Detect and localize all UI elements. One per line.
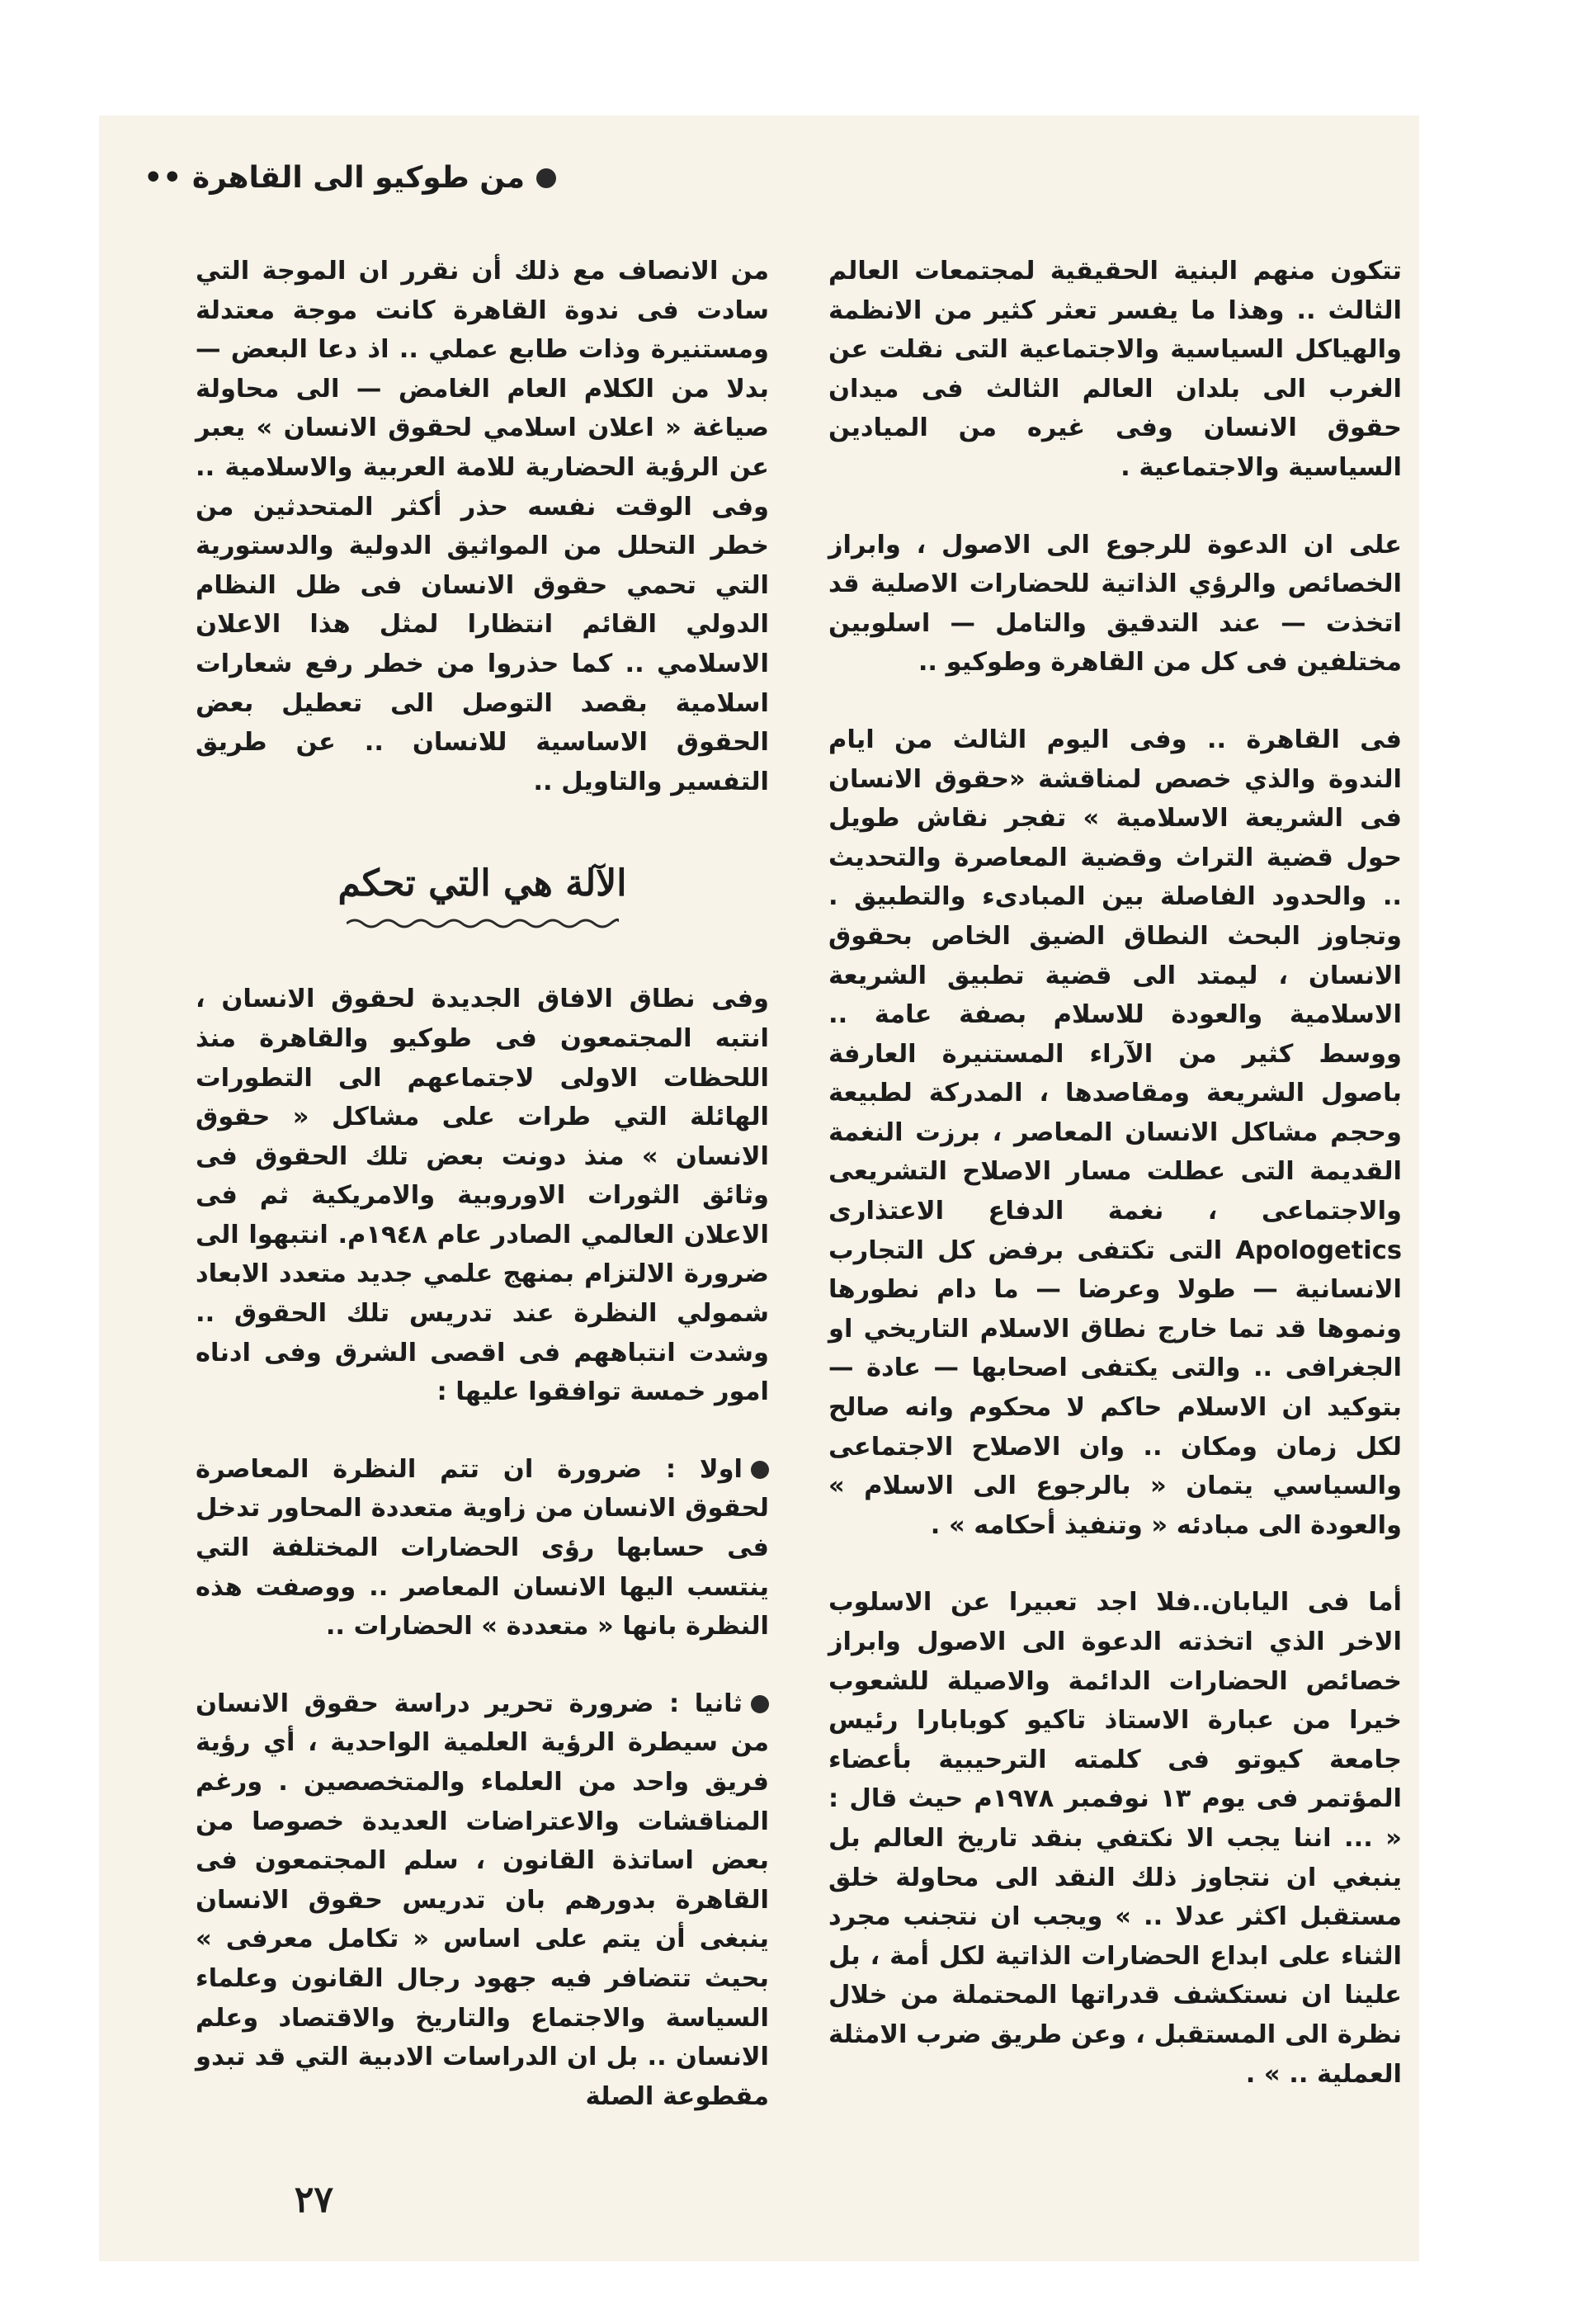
article-paragraph: على ان الدعوة للرجوع الى الاصول ، وابراز الخصائص والرؤي الذاتية للحضارات الاصلية قد اتخذت — عند التدقيق والتامل — اسلوبين مختلفين فى كل من القاهرة وطوكيو .. <box>828 530 1402 678</box>
paragraph-text: ثانيا : ضرورة تحرير دراسة حقوق الانسان من سيطرة الرؤية العلمية الواحدية ، أي رؤية فريق واحد من العلماء والمتخصصين . ورغم المناقشات والاعتراضات العديدة خصوصا من بعض اساتذة القانون ، سلم المجتمعون فى القاهرة بدورهم بان تدريس حقوق الانسان ينبغى أن يتم على اساس « تكامل معرفى » بحيث تتضافر فيه جهود رجال القانون وعلماء السياسة والاجتماع والتاريخ والاقتصاد وعلم الانسان .. بل ان الدراسات الادبية التي قد تبدو مقطوعة الصلة <box>196 1689 769 2111</box>
article-paragraph: وفى نطاق الافاق الجديدة لحقوق الانسان ، انتبه المجتمعون فى طوكيو والقاهرة منذ اللحظات الاولى لاجتماعهم الى التطورات الهائلة التي طرات على مشاكل « حقوق الانسان » منذ دونت بعض تلك الحقوق فى وثائق الثورات الاوروبية والامريكية ثم فى الاعلان العالمي الصادر عام ١٩٤٨م. انتبهوا الى ضرورة الالتزام بمنهج علمي جديد متعدد الابعاد شمولي النظرة عند تدريس تلك الحقوق .. وشدت انتباههم فى اقصى الشرق وفى ادناه امور خمسة توافقوا عليها : <box>196 985 770 1407</box>
article-paragraph: فى القاهرة .. وفى اليوم الثالث من ايام الندوة والذي خصص لمناقشة «حقوق الانسان فى الشريعة الاسلامية » تفجر نقاش طويل حول قضية التراث وقضية المعاصرة والتحديث .. والحدود الفاصلة بين المبادىء والتطبيق . وتجاوز البحث النطاق الضيق الخاص بحقوق الانسان ، ليمتد الى قضية تطبيق الشريعة الاسلامية والعودة للاسلام بصفة عامة .. ووسط كثير من الآراء المستنيرة العارفة باصول الشريعة ومقاصدها ، المدركة لطبيعة وحجم مشاكل الانسان المعاصر ، برزت النغمة القديمة التى عطلت مسار الاصلاح التشريعى والاجتماعى ، نغمة الدفاع الاعتذارى Apologetics التى تكتفى برفض كل التجارب الانسانية — طولا وعرضا — ما دام نطورها ونموها قد تما خارج نطاق الاسلام التاريخي او الجغرافى .. والتى يكتفى اصحابها — عادة — بتوكيد ان الاسلام حاكم لا محكوم وانه صالح لكل زمان ومكان .. وان الاصلاح الاجتماعى والسياسي يتمان « بالرجوع الى الاسلام » والعودة الى مبادئه « وتنفيذ أحكامه » . <box>828 725 1402 1540</box>
article-paragraph: من الانصاف مع ذلك أن نقرر ان الموجة التي سادت فى ندوة القاهرة كانت موجة معتدلة ومستنيرة وذات طابع عملي .. اذ دعا البعض — بدلا من الكلام العام الغامض — الى محاولة صياغة « اعلان اسلامي لحقوق الانسان » يعبر عن الرؤية الحضارية للامة العربية والاسلامية .. وفى الوقت نفسه حذر أكثر المتحدثين من خطر التحلل من المواثيق الدولية والدستورية التي تحمي حقوق الانسان فى ظل النظام الدولي القائم انتظارا لمثل هذا الاعلان الاسلامي .. كما حذروا من خطر رفع شعارات اسلامية بقصد التوصل الى تعطيل بعض الحقوق الاساسية للانسان .. عن طريق التفسير والتاويل .. <box>196 257 769 796</box>
page-number: ٢٧ <box>294 2179 333 2221</box>
paragraph-text: اولا : ضرورة ان تتم النظرة المعاصرة لحقوق الانسان من زاوية متعددة المحاور تدخل فى حسابها رؤى الحضارات المختلفة التي ينتسب اليها الانسان المعاصر .. ووصفت هذه النظرة بانها « متعددة » الحضارات .. <box>196 1454 769 1641</box>
section-title: الآلة هي التي تحكم <box>337 862 627 905</box>
article-paragraph <box>196 1450 769 1646</box>
article-paragraph <box>196 1684 769 2117</box>
article-paragraph: تتكون منهم البنية الحقيقية لمجتمعات العالم الثالث .. وهذا ما يفسر تعثر كثير من الانظمة والهياكل السياسية والاجتماعية التى نقلت عن الغرب الى بلدان العالم الثالث فى ميدان حقوق الانسان وفى غيره من الميادين السياسية والاجتماعية . <box>828 257 1402 482</box>
wavy-underline-icon <box>347 917 619 930</box>
bullet-icon <box>751 1695 769 1713</box>
bullet-icon <box>751 1461 769 1479</box>
running-header <box>144 161 556 195</box>
article-paragraph: أما فى اليابان..فلا اجد تعبيرا عن الاسلوب الاخر الذي اتخذته الدعوة الى الاصول وابراز خصائص الحضارات الدائمة والاصيلة للشعوب خيرا من عبارة الاستاذ تاكيو كوبابارا رئيس جامعة كيوتو فى كلمته الترحيبية بأعضاء المؤتمر فى يوم ١٣ نوفمبر ١٩٧٨م حيث قال : « ... اننا يجب الا نكتفي بنقد تاريخ العالم بل ينبغي ان نتجاوز ذلك النقد الى محاولة خلق مستقبل اكثر عدلا .. » ويجب ان نتجنب مجرد الثناء على ابداع الحضارات الذاتية لكل أمة ، بل علينا ان نستكشف قدراتها المحتملة من خلال نظرة الى المستقبل ، وعن طريق ضرب الامثلة العملية .. » . <box>828 1588 1403 2089</box>
left-column <box>196 252 769 2154</box>
bullet-icon <box>536 168 556 188</box>
right-column <box>828 252 1402 2132</box>
running-title: من طوكيو الى القاهرة •• <box>144 161 525 195</box>
